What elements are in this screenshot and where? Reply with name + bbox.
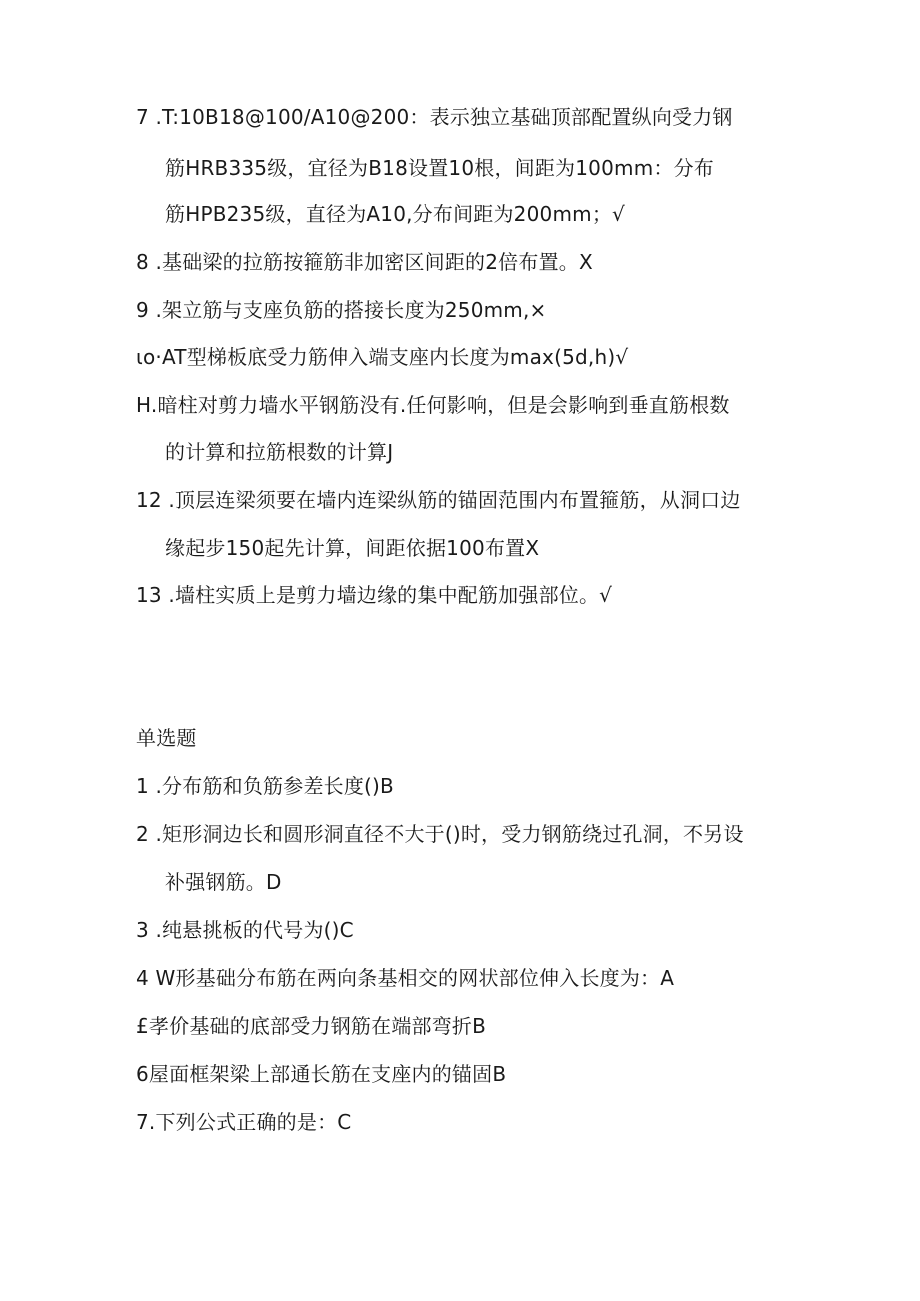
judgment-item-12-line-2: 缘起步150起先计算，间距依据100布置X	[165, 536, 540, 560]
choice-item-2-line-1: 2 .矩形洞边长和圆形洞直径不大于()时，受力钢筋绕过孔洞，不另设	[136, 822, 744, 846]
judgment-item-9: 9 .架立筋与支座负筋的搭接长度为250mm,×	[136, 298, 547, 322]
judgment-item-13: 13 .墙柱实质上是剪力墙边缘的集中配筋加强部位。√	[136, 583, 613, 607]
judgment-item-11-line-2: 的计算和拉筋根数的计算J	[165, 440, 394, 464]
choice-item-4: 4 W形基础分布筋在两向条基相交的网状部位伸入长度为：A	[136, 966, 675, 990]
choice-item-3: 3 .纯悬挑板的代号为()C	[136, 918, 354, 942]
choice-item-5: £孝价基础的底部受力钢筋在端部弯折B	[136, 1014, 487, 1038]
section-title: 单选题	[136, 726, 197, 750]
judgment-item-7-line-2: 筋HRB335级，宜径为B18设置10根，间距为100mm：分布	[165, 156, 714, 180]
judgment-item-7-line-1: 7 .T:10B18@100/A10@200：表示独立基础顶部配置纵向受力钢	[136, 105, 733, 129]
judgment-item-11-line-1: H.暗柱对剪力墙水平钢筋没有.任何影响，但是会影响到垂直筋根数	[136, 393, 730, 417]
choice-item-7: 7.下列公式正确的是：C	[136, 1110, 352, 1134]
judgment-item-10: ιo·AT型梯板底受力筋伸入端支座内长度为max(5d,h)√	[136, 345, 629, 369]
choice-item-1: 1 .分布筋和负筋参差长度()B	[136, 774, 394, 798]
choice-item-2-line-2: 补强钢筋。D	[165, 870, 282, 894]
judgment-item-12-line-1: 12 .顶层连梁须要在墙内连梁纵筋的锚固范围内布置箍筋，从洞口边	[136, 488, 741, 512]
judgment-item-7-line-3: 筋HPB235级，直径为A10,分布间距为200mm；√	[165, 202, 625, 226]
judgment-item-8: 8 .基础梁的拉筋按箍筋非加密区间距的2倍布置。X	[136, 250, 593, 274]
choice-item-6: 6屋面框架梁上部通长筋在支座内的锚固B	[136, 1062, 507, 1086]
